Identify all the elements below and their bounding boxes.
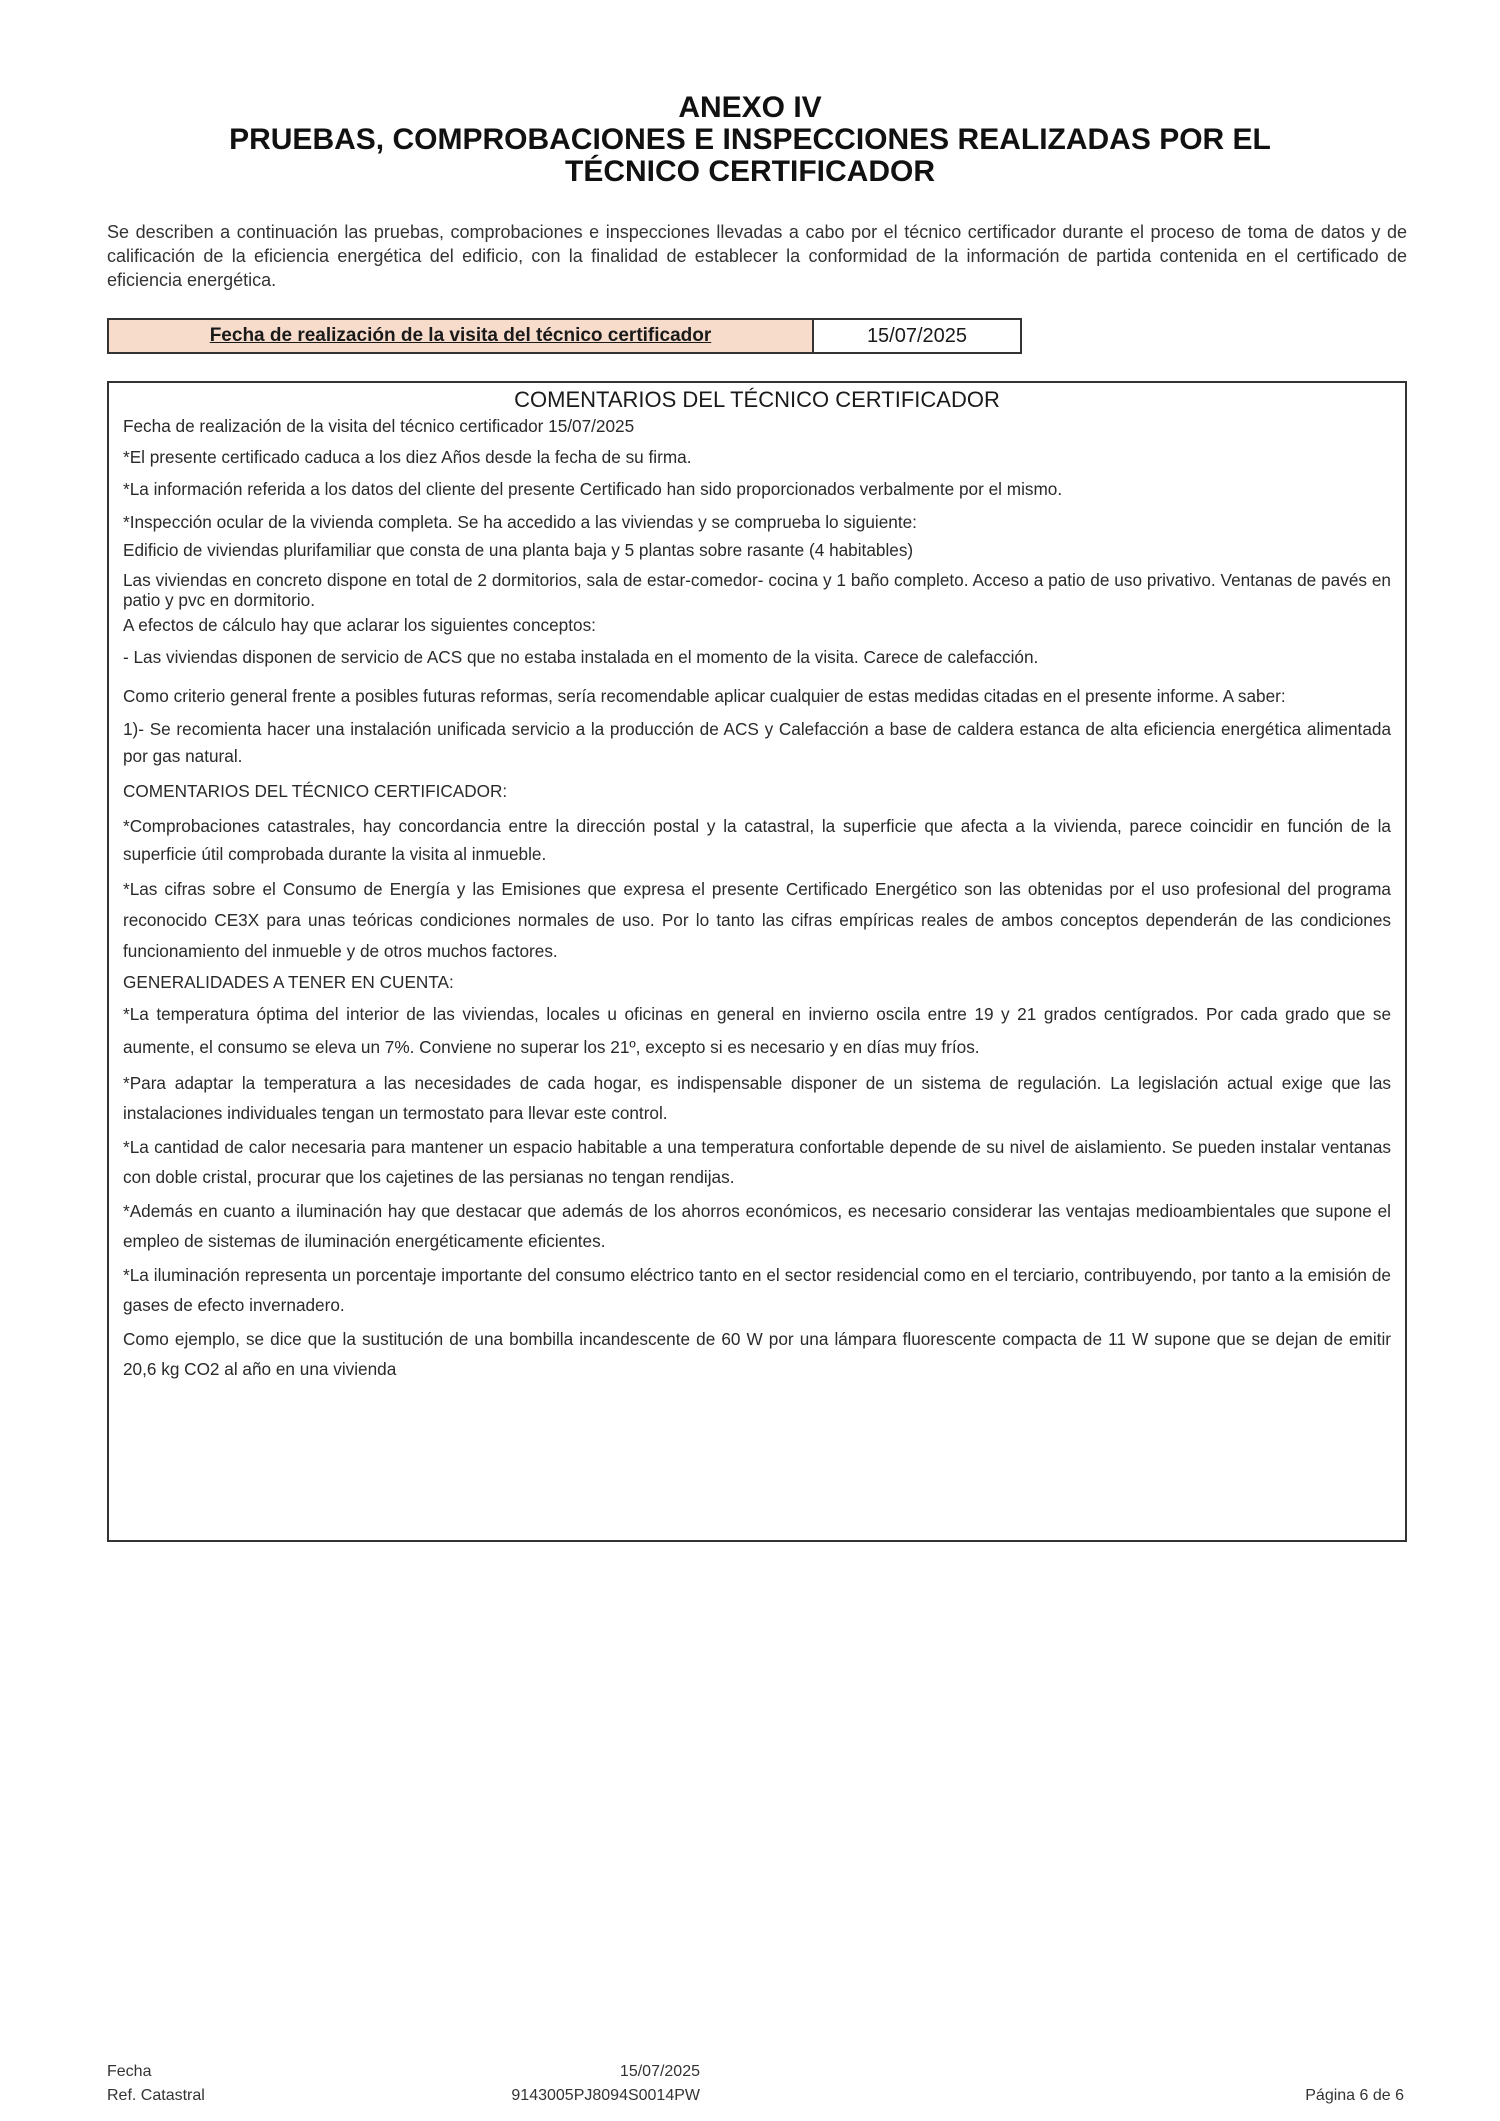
comment-paragraph: *Comprobaciones catastrales, hay concordancia entre la dirección postal y la catastral, la superficie que afecta a la vivienda, parece coincidir en función de la superficie útil comprobada durante la visita al inmueble. (123, 816, 1391, 864)
page-number: Página 6 de 6 (1305, 2087, 1404, 2104)
comments-box (107, 381, 1407, 1542)
comments-body (123, 415, 1391, 1384)
visit-date-label: Fecha de realización de la visita del técnico certificador (109, 320, 814, 352)
comment-paragraph: *El presente certificado caduca a los diez Años desde la fecha de su firma. (123, 446, 692, 467)
page-header (100, 92, 1400, 188)
comment-paragraph: *La información referida a los datos del cliente del presente Certificado han sido proporcionados verbalmente por el mismo. (123, 479, 1063, 499)
comment-paragraph: *Para adaptar la temperatura a las necesidades de cada hogar, es indispensable disponer de un sistema de regulación. La legislación actual exige que las instalaciones individuales tengan un termostato para llevar este control. (123, 1072, 1391, 1123)
comment-paragraph: *Además en cuanto a iluminación hay que destacar que además de los ahorros económicos, es necesario considerar las ventajas medioambientales que supone el empleo de sistemas de iluminación energéticamente eficientes. (123, 1200, 1391, 1251)
comment-paragraph: Fecha de realización de la visita del técnico certificador 15/07/2025 (123, 416, 635, 436)
comment-paragraph: *Las cifras sobre el Consumo de Energía y las Emisiones que expresa el presente Certificado Energético son las obtenidas por el uso profesional del programa reconocido CE3X para unas teóricas condiciones normales de uso. Por lo tanto las cifras empíricas reales de ambos conceptos dependerán de las condiciones funcionamiento del inmueble y de otros muchos factores. (123, 879, 1391, 961)
comments-title: COMENTARIOS DEL TÉCNICO CERTIFICADOR (514, 387, 1000, 412)
comment-paragraph: *La iluminación representa un porcentaje importante del consumo eléctrico tanto en el sector residencial como en el terciario, contribuyendo, por tanto a la emisión de gases de efecto invernadero. (123, 1264, 1391, 1315)
comment-paragraph: A efectos de cálculo hay que aclarar los siguientes conceptos: (123, 614, 596, 635)
comment-paragraph: - Las viviendas disponen de servicio de ACS que no estaba instalada en el momento de la visita. Carece de calefacción. (123, 647, 1039, 667)
footer-fecha-value: 15/07/2025 (619, 2063, 700, 2080)
footer-ref-label: Ref. Catastral (107, 2087, 205, 2104)
comment-paragraph: *La temperatura óptima del interior de las viviendas, locales u oficinas en general en invierno oscila entre 19 y 21 grados centígrados. Por cada grado que se aumente, el consumo se eleva un 7%. Conviene no superar los 21º, excepto si es necesario y en días muy fríos. (123, 1003, 1391, 1057)
annex-subtitle: PRUEBAS, COMPROBACIONES E INSPECCIONES REALIZADAS POR EL (229, 123, 1271, 156)
comment-paragraph: Como criterio general frente a posibles futuras reformas, sería recomendable aplicar cualquier de estas medidas citadas en el presente informe. A saber: (123, 685, 1286, 706)
visit-date-value: 15/07/2025 (866, 324, 968, 347)
footer-values (460, 2060, 700, 2108)
footer-fecha-label: Fecha (107, 2063, 152, 2080)
footer-ref-value: 9143005PJ8094S0014PW (511, 2087, 700, 2104)
visit-date-row (107, 318, 1022, 354)
intro-paragraph: Se describen a continuación las pruebas, comprobaciones e inspecciones llevadas a cabo por el técnico certificador durante el proceso de toma de datos y de calificación de la eficiencia energética del edificio, con la finalidad de establecer la conformidad de la información de partida contenida en el certificado de eficiencia energética. (107, 222, 1407, 290)
annex-subtitle-2: TÉCNICO CERTIFICADOR (565, 155, 935, 188)
comment-subheading: GENERALIDADES A TENER EN CUENTA: (123, 972, 454, 992)
comment-paragraph: Las viviendas en concreto dispone en total de 2 dormitorios, sala de estar-comedor- cocina y 1 baño completo. Acceso a patio de uso privativo. Ventanas de pavés en patio y pvc en dormitorio. (123, 569, 1391, 610)
comment-paragraph: *Inspección ocular de la vivienda completa. Se ha accedido a las viviendas y se comprueba lo siguiente: (123, 511, 917, 532)
footer-labels (107, 2060, 205, 2108)
comment-paragraph: Edificio de viviendas plurifamiliar que consta de una planta baja y 5 plantas sobre rasante (4 habitables) (123, 540, 914, 560)
comment-paragraph: Como ejemplo, se dice que la sustitución de una bombilla incandescente de 60 W por una lámpara fluorescente compacta de 11 W supone que se dejan de emitir 20,6 kg CO2 al año en una vivienda (123, 1328, 1391, 1379)
comment-paragraph: *La cantidad de calor necesaria para mantener un espacio habitable a una temperatura confortable depende de su nivel de aislamiento. Se pueden instalar ventanas con doble cristal, procurar que los cajetines de las persianas no tengan rendijas. (123, 1136, 1391, 1187)
annex-title: ANEXO IV (678, 91, 822, 124)
comment-subheading: COMENTARIOS DEL TÉCNICO CERTIFICADOR: (123, 780, 508, 801)
comment-paragraph: 1)- Se recomienta hacer una instalación unificada servicio a la producción de ACS y Calefacción a base de caldera estanca de alta eficiencia energética alimentada por gas natural. (123, 718, 1391, 766)
